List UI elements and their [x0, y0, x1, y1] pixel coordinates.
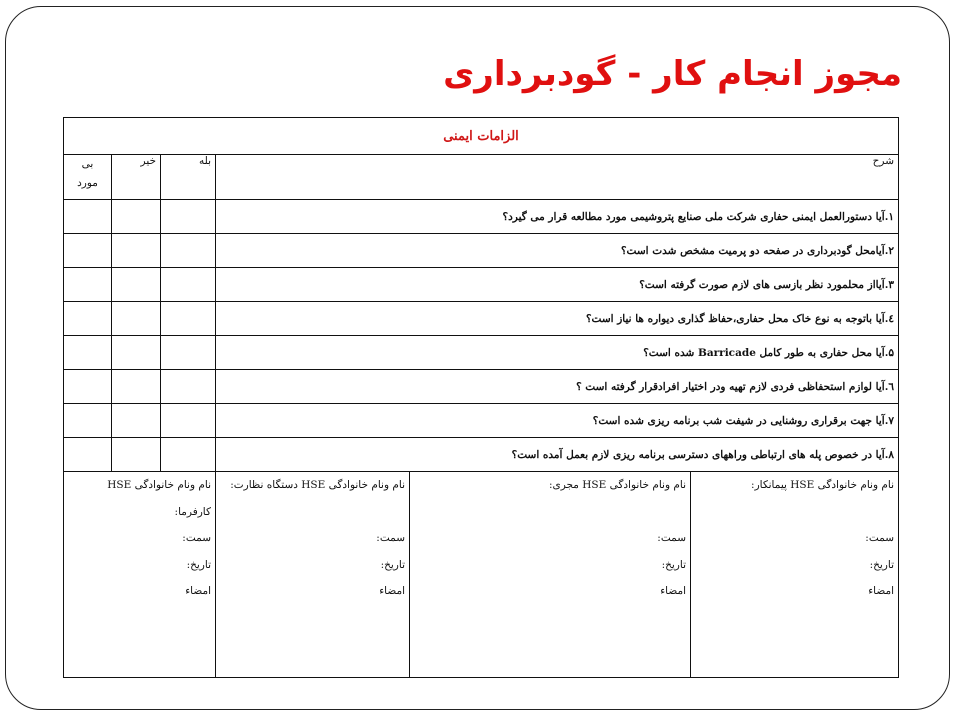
- signature-date-label: تاریخ:: [380, 558, 405, 571]
- signature-block-employer[interactable]: [64, 472, 216, 678]
- question-text: ٦.آیا لوازم استحفاظی فردی لازم تهیه ودر اختیار افرادقرار گرفته است ؟: [216, 370, 899, 404]
- signature-sign-label: امضاء: [379, 585, 405, 597]
- question-text: ۷.آیا جهت برقراری روشنایی در شیفت شب برنامه ریزی شده است؟: [216, 404, 899, 438]
- header-no: خیر: [112, 155, 161, 200]
- signature-employer-label: کارفرما:: [174, 505, 211, 518]
- header-description: شرح: [216, 155, 899, 200]
- no-cell[interactable]: [112, 336, 161, 370]
- no-cell[interactable]: [112, 268, 161, 302]
- header-not-applicable-line1: بی: [81, 158, 94, 170]
- question-row: [64, 234, 899, 268]
- signature-date-label: تاریخ:: [661, 558, 686, 571]
- no-cell[interactable]: [112, 234, 161, 268]
- not-applicable-cell[interactable]: [64, 336, 112, 370]
- slide-title: مجوز انجام کار - گودبرداری: [443, 54, 902, 94]
- signature-block-executor[interactable]: [410, 472, 691, 678]
- question-row: [64, 404, 899, 438]
- question-row: [64, 268, 899, 302]
- question-row: [64, 200, 899, 234]
- no-cell[interactable]: [112, 438, 161, 472]
- no-cell[interactable]: [112, 200, 161, 234]
- yes-cell[interactable]: [161, 404, 216, 438]
- signature-name-label: نام ونام خانوادگی HSE: [107, 479, 211, 491]
- signature-block-supervisor[interactable]: [216, 472, 410, 678]
- section-title: الزامات ایمنی: [64, 118, 899, 155]
- question-text: ۱.آیا دستورالعمل ایمنی حفاری شرکت ملی صنایع پتروشیمی مورد مطالعه قرار می گیرد؟: [216, 200, 899, 234]
- signature-sign-label: امضاء: [868, 585, 894, 597]
- question-row: [64, 370, 899, 404]
- no-cell[interactable]: [112, 404, 161, 438]
- signature-block-contractor[interactable]: [691, 472, 899, 678]
- question-text: ٤.آیا باتوجه به نوع خاک محل حفاری،حفاظ گذاری دیواره ها نیاز است؟: [216, 302, 899, 336]
- signature-position-label: سمت:: [376, 532, 405, 544]
- not-applicable-cell[interactable]: [64, 438, 112, 472]
- not-applicable-cell[interactable]: [64, 370, 112, 404]
- yes-cell[interactable]: [161, 200, 216, 234]
- question-row: [64, 336, 899, 370]
- signature-name-label: نام ونام خانوادگی HSE دستگاه نظارت:: [230, 479, 405, 491]
- not-applicable-cell[interactable]: [64, 302, 112, 336]
- signature-sign-label: امضاء: [185, 585, 211, 597]
- header-not-applicable-line2: مورد: [77, 177, 98, 189]
- signature-name-label: نام ونام خانوادگی HSE پیمانکار:: [751, 479, 894, 491]
- question-row: [64, 438, 899, 472]
- signature-position-label: سمت:: [657, 532, 686, 544]
- safety-requirements-form: [63, 117, 899, 678]
- yes-cell[interactable]: [161, 268, 216, 302]
- table-header-row: [64, 155, 899, 200]
- not-applicable-cell[interactable]: [64, 404, 112, 438]
- signature-name-label: نام ونام خانوادگی HSE مجری:: [548, 479, 686, 491]
- header-yes: بله: [161, 155, 216, 200]
- signature-row: [64, 472, 899, 678]
- yes-cell[interactable]: [161, 302, 216, 336]
- yes-cell[interactable]: [161, 438, 216, 472]
- no-cell[interactable]: [112, 370, 161, 404]
- signature-position-label: سمت:: [182, 532, 211, 544]
- no-cell[interactable]: [112, 302, 161, 336]
- not-applicable-cell[interactable]: [64, 268, 112, 302]
- not-applicable-cell[interactable]: [64, 234, 112, 268]
- question-text: ۳.آیااز محلمورد نظر بازسی های لازم صورت گرفته است؟: [216, 268, 899, 302]
- question-text: ۵.آیا محل حفاری به طور کامل Barricade شده است؟: [216, 336, 899, 370]
- question-text: ۲.آیامحل گودبرداری در صفحه دو پرمیت مشخص شدت است؟: [216, 234, 899, 268]
- signature-date-label: تاریخ:: [869, 558, 894, 571]
- signature-position-label: سمت:: [865, 532, 894, 544]
- question-row: [64, 302, 899, 336]
- not-applicable-cell[interactable]: [64, 200, 112, 234]
- yes-cell[interactable]: [161, 234, 216, 268]
- header-not-applicable: [64, 155, 112, 200]
- question-text: ۸.آیا در خصوص پله های ارتباطی وراههای دسترسی برنامه ریزی لازم بعمل آمده است؟: [216, 438, 899, 472]
- yes-cell[interactable]: [161, 336, 216, 370]
- signature-sign-label: امضاء: [660, 585, 686, 597]
- signature-date-label: تاریخ:: [186, 558, 211, 571]
- yes-cell[interactable]: [161, 370, 216, 404]
